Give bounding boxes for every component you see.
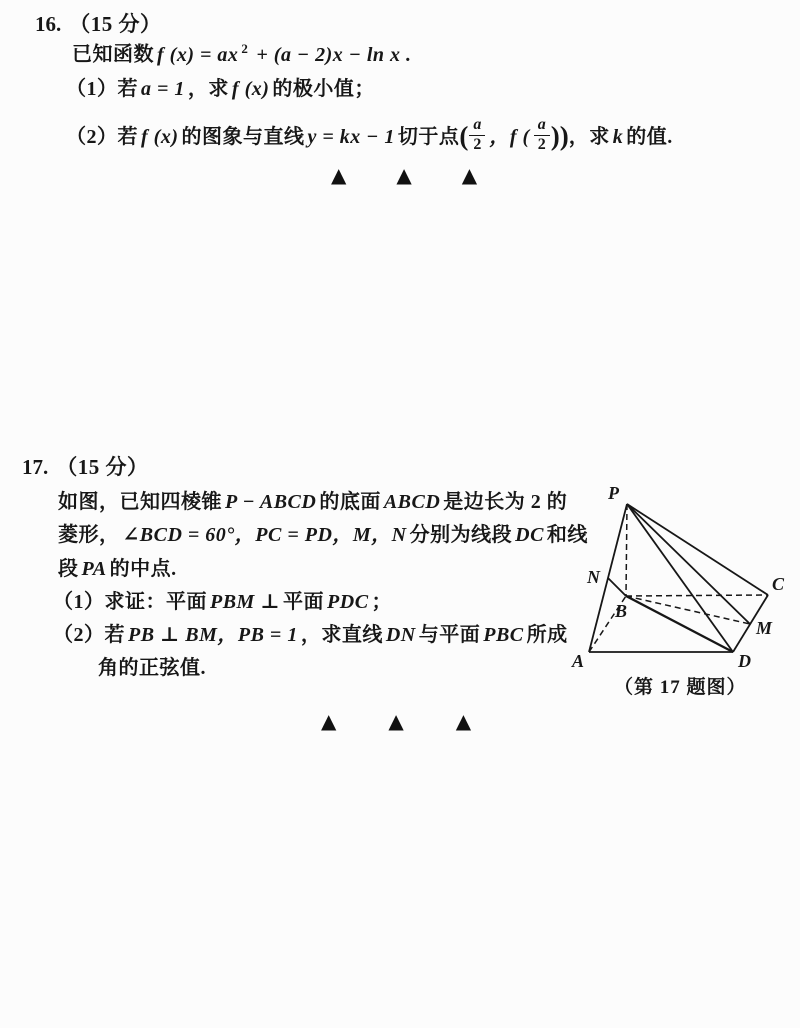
- fraction-a-over-2: [469, 117, 485, 154]
- problem17-number: 17.: [22, 455, 49, 479]
- fraction-denominator: 2: [473, 135, 482, 153]
- figure-caption: （第 17 题图）: [614, 677, 747, 698]
- part2-fx: f (x): [141, 125, 179, 148]
- edge-PC: [627, 504, 768, 595]
- problem17-part2: [53, 622, 568, 648]
- l1-base: ABCD: [383, 491, 441, 513]
- l2-dc: DC: [515, 524, 544, 546]
- answer-triangle-icon: ▲: [321, 709, 337, 733]
- problem17-figure: [556, 466, 800, 676]
- part2-text2: 与平面: [418, 624, 481, 646]
- part1-plane1: PBM ⊥: [210, 591, 281, 613]
- vertex-label-N: N: [587, 567, 600, 587]
- l1-text: 如图，已知四棱锥: [58, 491, 222, 513]
- intro-formula: f (x) = ax: [157, 43, 239, 66]
- l2-conditions: ∠BCD = 60°，PC = PD，M，N: [122, 524, 407, 546]
- problem17-line3: [58, 556, 177, 582]
- problem17-part1: [53, 589, 392, 615]
- vertex-label-M: M: [756, 618, 773, 638]
- open-paren: (: [459, 120, 469, 151]
- part2-text3: ，求: [568, 125, 610, 148]
- edge-PD: [627, 504, 733, 652]
- segment-NB: [608, 578, 626, 596]
- l1-pyramid: P − ABCD: [225, 491, 317, 513]
- intro-text: 已知函数: [72, 43, 154, 66]
- vertex-label-D: D: [738, 651, 751, 671]
- l2-text3: 和线: [546, 524, 588, 546]
- part2-dn: DN: [385, 624, 416, 646]
- close-parens: )): [550, 120, 569, 151]
- answer-triangle-icon: ▲: [331, 163, 347, 187]
- problem17-part2-cont: [98, 655, 206, 681]
- exponent: 2: [241, 41, 248, 56]
- part2-k: k: [612, 125, 624, 148]
- fraction-a-over-2: [534, 117, 550, 154]
- part1-label-text: （1）求证：平面: [53, 591, 207, 613]
- part2-text2: 切于点: [397, 125, 460, 148]
- answer-triangle-icon: ▲: [455, 709, 472, 733]
- part2-text: ，求直线: [300, 624, 383, 646]
- part2-line-eq: y = kx − 1: [307, 125, 395, 148]
- part2-mid: ，f (: [489, 125, 530, 148]
- l1-text3: 是边长为 2 的: [443, 491, 568, 513]
- problem16-part2: [66, 116, 673, 157]
- part1-fx: f (x): [231, 78, 270, 100]
- part1-end: ；: [371, 591, 393, 613]
- problem17-points: （15 分）: [56, 455, 149, 479]
- l3-pa: PA: [81, 558, 107, 580]
- answer-markers-row-16: [331, 163, 477, 187]
- intro-formula-rest: + (a − 2)x − ln x .: [250, 43, 412, 66]
- part2-pbc: PBC: [483, 624, 524, 646]
- part2-label: （2）若: [66, 125, 138, 148]
- edge-PB-hidden: [626, 504, 627, 596]
- problem16-part1: [66, 76, 375, 102]
- l2-text: 菱形，: [58, 524, 120, 546]
- edge-BC-hidden: [626, 595, 768, 596]
- part2-text: 的图象与直线: [181, 125, 305, 148]
- part1-text: 平面: [283, 591, 325, 613]
- part2-text3: 所成: [526, 624, 568, 646]
- answer-triangle-icon: ▲: [461, 163, 478, 187]
- part2-conditions: PB ⊥ BM，PB = 1: [128, 624, 298, 646]
- problem16-header: [35, 11, 162, 38]
- part2-label-text: （2）若: [53, 624, 125, 646]
- answer-triangle-icon: ▲: [396, 163, 412, 187]
- problem17-line2: [58, 522, 588, 548]
- vertex-label-A: A: [571, 651, 585, 671]
- segment-BM-hidden: [626, 596, 750, 624]
- l3-text2: 的中点.: [109, 558, 177, 580]
- problem16-points: （15 分）: [69, 12, 162, 36]
- vertex-label-P: P: [608, 483, 619, 503]
- problem16-intro: [72, 41, 415, 68]
- fraction-numerator: a: [469, 117, 485, 136]
- fraction-numerator: a: [534, 117, 550, 136]
- answer-triangle-icon: ▲: [388, 709, 404, 733]
- l1-text2: 的底面: [319, 491, 381, 513]
- part1-condition: a = 1: [141, 78, 185, 100]
- part1-plane2: PDC: [327, 591, 369, 613]
- vertex-label-C: C: [772, 574, 785, 594]
- part1-text-end: 的极小值；: [272, 78, 375, 100]
- l3-text: 段: [58, 558, 79, 580]
- part2-continuation: 角的正弦值.: [98, 657, 206, 679]
- problem17-line1: [58, 489, 567, 515]
- part1-text: ，求: [187, 78, 229, 100]
- l2-text2: 分别为线段: [409, 524, 513, 546]
- fraction-denominator: 2: [537, 135, 546, 153]
- problem16-number: 16.: [35, 12, 62, 36]
- part1-label: （1）若: [66, 78, 138, 100]
- vertex-label-B: B: [614, 601, 628, 621]
- diagonal-BD: [626, 596, 733, 652]
- problem17-header: [22, 454, 149, 481]
- part2-text-end: 的值.: [626, 125, 673, 148]
- answer-markers-row-17: [321, 709, 471, 733]
